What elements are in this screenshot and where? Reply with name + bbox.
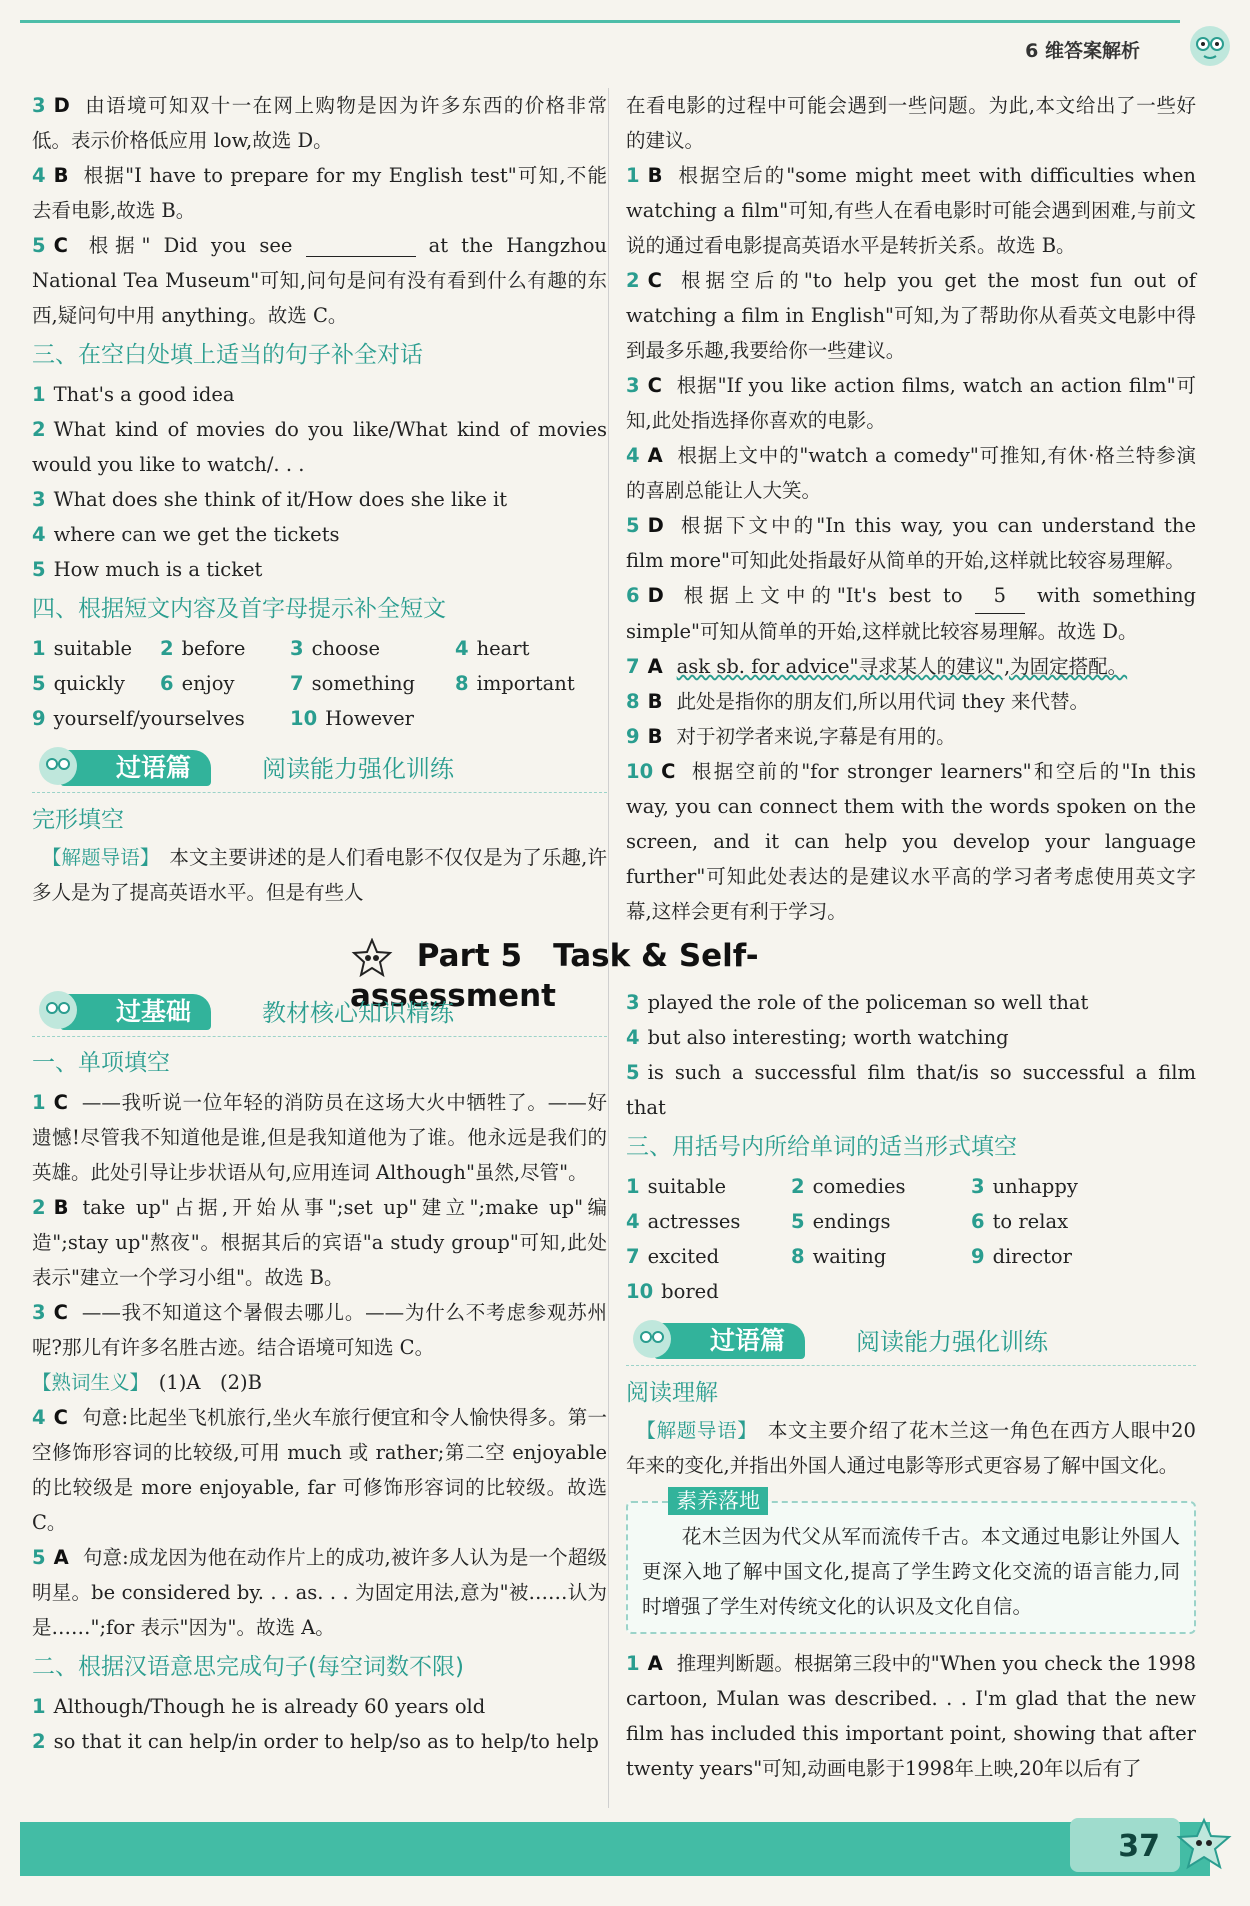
answer-item: 3 C ——我不知道这个暑假去哪儿。——为什么不考虑参观苏州呢?那儿有许多名胜古迹。结合语境可知选 C。 [32, 1301, 607, 1359]
answer-item: 2 C 根据空后的"to help you get the most fun out of watching a film in English"可知,为了帮助你从看英文电影中得到最多乐趣,我要给你一些建议。 [626, 269, 1196, 362]
guide-text: 【解题导语】 本文主要介绍了花木兰这一角色在西方人眼中20年来的变化,并指出外国人通过电影等形式更容易了解中国文化。 [626, 1419, 1196, 1477]
left-column-bottom [32, 990, 607, 1759]
suyang-box [626, 1489, 1196, 1634]
answer-item: 1 Although/Though he is already 60 years old [32, 1695, 486, 1718]
subsection-title: 完形填空 [32, 807, 124, 833]
suyang-label: 素养落地 [668, 1487, 768, 1515]
answer-item: 5 A 句意:成龙因为他在动作片上的成功,被许多人认为是一个超级明星。be considered by. . . as. . . 为固定用法,意为"被……认为是……";for 表示"因为"。故选 A。 [32, 1546, 607, 1639]
banner-title: 阅读能力强化训练 [856, 1328, 1048, 1356]
answer-item: 7 A ask sb. for advice"寻求某人的建议",为固定搭配。 [626, 655, 1128, 678]
mascot-icon [32, 742, 84, 788]
section-banner [32, 746, 607, 793]
answer-item: 4 but also interesting; worth watching [626, 1026, 1009, 1049]
right-column-bottom [626, 985, 1196, 1786]
section-title: 一、单项填空 [32, 1050, 170, 1076]
mascot-icon [626, 1315, 678, 1361]
answer-item: 8 B 此处是指你的朋友们,所以用代词 they 来代替。 [626, 690, 1090, 713]
banner-tag: 过语篇 [60, 750, 211, 786]
answer-item: 4 A 根据上文中的"watch a comedy"可推知,有休·格兰特参演的喜剧总能让人大笑。 [626, 444, 1196, 502]
banner-title: 教材核心知识精练 [262, 999, 454, 1027]
answer-item: 5 is such a successful film that/is so successful a film that [626, 1061, 1196, 1119]
section-title: 三、用括号内所给单词的适当形式填空 [626, 1134, 1017, 1160]
answer-item: 5 D 根据下文中的"In this way, you can understand the film more"可知此处指最好从简单的开始,这样就比较容易理解。 [626, 514, 1196, 572]
answer-item: 4 B 根据"I have to prepare for my English test"可知,不能去看电影,故选 B。 [32, 164, 607, 222]
banner-tag: 过基础 [60, 994, 211, 1030]
section-title: 三、在空白处填上适当的句子补全对话 [32, 342, 423, 368]
suyang-text: 花木兰因为代父从军而流传千古。本文通过电影让外国人更深入地了解中国文化,提高了学生跨文化交流的语言能力,同时增强了学生对传统文化的认识及文化自信。 [642, 1525, 1180, 1618]
section-banner [626, 1319, 1196, 1366]
guide-text: 【解题导语】 本文主要讲述的是人们看电影不仅仅是为了乐趣,许多人是为了提高英语水平。但是有些人 [32, 846, 607, 904]
footer-bar [20, 1822, 1210, 1876]
answer-item: 3 D 由语境可知双十一在网上购物是因为许多东西的价格非常低。表示价格低应用 low,故选 D。 [32, 94, 607, 152]
mascot-icon [350, 938, 394, 978]
answer-blank [306, 236, 416, 257]
answer-item: 2 B take up"占据,开始从事";set up"建立";make up"编造";stay up"熬夜"。根据其后的宾语"a study group"可知,此处表示"建立一个学习小组"。故选 B。 [32, 1196, 607, 1289]
guide-continued: 在看电影的过程中可能会遇到一些问题。为此,本文给出了一些好的建议。 [626, 94, 1196, 152]
top-rule [20, 20, 1180, 23]
answer-item: 3 played the role of the policeman so well that [626, 991, 1089, 1014]
section-title: 二、根据汉语意思完成句子(每空词数不限) [32, 1654, 464, 1680]
shuci-line: 【熟词生义】 (1)A (2)B [32, 1371, 262, 1394]
right-column [626, 88, 1196, 929]
answer-item: 5 C 根据" Did you see at the Hangzhou National Tea Museum"可知,问句是问有没有看到什么有趣的东西,疑问句中用 anything。故选 C。 [32, 234, 607, 327]
answer-item: 1 That's a good idea [32, 383, 235, 406]
header-label: 6 维答案解析 [1025, 40, 1140, 62]
mascot-icon [32, 986, 84, 1032]
answer-item: 5 How much is a ticket [32, 558, 263, 581]
banner-title: 阅读能力强化训练 [262, 755, 454, 783]
mascot-icon [1176, 20, 1238, 70]
answer-item: 4 C 句意:比起坐飞机旅行,坐火车旅行便宜和令人愉快得多。第一空修饰形容词的比较级,可用 much 或 rather;第二空 enjoyable 的比较级是 more enjoyable, far 可修饰形容词的比较级。故选 C。 [32, 1406, 607, 1534]
banner-tag: 过语篇 [654, 1323, 805, 1359]
answer-item: 2 What kind of movies do you like/What kind of movies would you like to watch/. . . [32, 418, 607, 476]
answer-item: 1 A 推理判断题。根据第三段中的"When you check the 1998 cartoon, Mulan was described. . . I'm glad that the new film has included this important point, showing that after twenty years"可知,动画电影于1998年上映,20年以后有了 [626, 1652, 1196, 1780]
answer-item: 3 C 根据"If you like action films, watch an action film"可知,此处指选择你喜欢的电影。 [626, 374, 1196, 432]
left-column [32, 88, 607, 910]
page-number: 37 [1118, 1829, 1160, 1864]
answer-grid: 1 suitable 2 comedies 3 unhappy 4 actresses 5 endings 6 to relax 7 excited 8 waiting 9 director 10 bored [626, 1175, 1078, 1303]
answer-item: 4 where can we get the tickets [32, 523, 340, 546]
answer-item: 2 so that it can help/in order to help/so as to help/to help [32, 1730, 599, 1753]
part-title: Part 5 Task & Self-assessment [350, 938, 759, 1014]
section-title: 四、根据短文内容及首字母提示补全短文 [32, 596, 446, 622]
answer-item: 1 B 根据空后的"some might meet with difficulties when watching a film"可知,有些人在看电影时可能会遇到困难,与前文说的通过看电影提高英语水平是转折关系。故选 B。 [626, 164, 1196, 257]
answer-item: 6 D 根据上文中的"It's best to 5 with something simple"可知从简单的开始,这样就比较容易理解。故选 D。 [626, 578, 1196, 649]
answer-item: 9 B 对于初学者来说,字幕是有用的。 [626, 725, 956, 748]
answer-item: 1 C ——我听说一位年轻的消防员在这场大火中牺牲了。——好遗憾!尽管我不知道他是谁,但是我知道他为了谁。他永远是我们的英雄。此处引导让步状语从句,应用连词 Although"虽然,尽管"。 [32, 1091, 607, 1184]
answer-item: 3 What does she think of it/How does she like it [32, 488, 508, 511]
answer-item: 10 C 根据空前的"for stronger learners"和空后的"In this way, you can connect them with the words spoken on the screen, and it can help you develop your language further"可知此处表达的是建议水平高的学习者考虑使用英文字幕,这样会更有利于学习。 [626, 760, 1196, 923]
mascot-icon [1173, 1817, 1235, 1871]
answer-grid: 1 suitable 2 before 3 choose 4 heart 5 quickly 6 enjoy 7 something 8 important 9 yourself/yourselves 10 However [32, 637, 575, 730]
subsection-title: 阅读理解 [626, 1380, 718, 1406]
section-banner [32, 990, 607, 1037]
